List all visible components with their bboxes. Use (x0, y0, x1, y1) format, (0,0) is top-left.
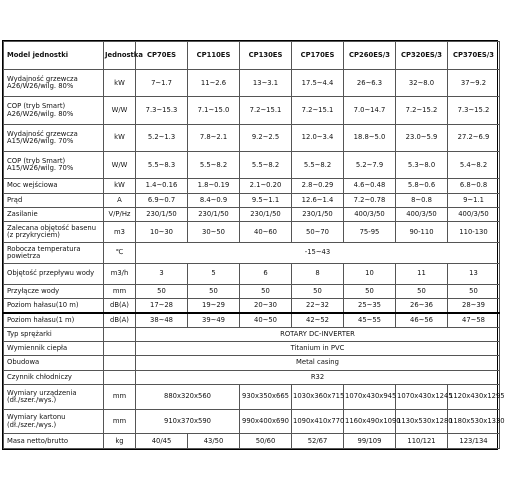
value-cell: 230/1/50 (292, 208, 344, 222)
spec-row (4, 193, 500, 207)
value-cell: 22~32 (292, 299, 344, 313)
value-cell: 30~50 (188, 222, 240, 243)
row-label: Wydajność grzewcza A26/W26/wilg. 80% (4, 70, 104, 97)
value-cell: 230/1/50 (240, 208, 292, 222)
value-cell: 400/3/50 (448, 208, 500, 222)
value-cell: 110-130 (448, 222, 500, 243)
model-col-header: CP110ES (188, 42, 240, 70)
value-cell: 75-95 (344, 222, 396, 243)
row-unit: mm (104, 384, 136, 409)
row-label: Zasilanie (4, 208, 104, 222)
row-label: Objętość przepływu wody (4, 263, 104, 284)
value-cell: 50~70 (292, 222, 344, 243)
spec-row (4, 179, 500, 193)
value-cell: 5.5~8.2 (188, 152, 240, 179)
row-label: Poziom hałasu(1 m) (4, 313, 104, 327)
value-cell: 400/3/50 (344, 208, 396, 222)
value-cell: 1120x430x1295 (448, 384, 500, 409)
value-cell: 12.6~1.4 (292, 193, 344, 207)
row-unit: m3/h (104, 263, 136, 284)
row-unit: W/W (104, 97, 136, 124)
row-label: Wydajność grzewcza A15/W26/wilg. 70% (4, 124, 104, 151)
value-cell: 40~50 (240, 313, 292, 327)
row-label: Wymiary urządzenia (dł./szer./wys.) (4, 384, 104, 409)
value-cell: 3 (136, 263, 188, 284)
row-unit: kW (104, 124, 136, 151)
value-cell: 9.5~1.1 (240, 193, 292, 207)
value-cell: 50 (344, 284, 396, 298)
spec-row (4, 409, 500, 434)
value-cell: 10~30 (136, 222, 188, 243)
spec-table (3, 41, 505, 449)
value-cell: 13~3.1 (240, 70, 292, 97)
row-unit (104, 327, 136, 341)
spec-row (4, 434, 500, 449)
value-cell: 19~29 (188, 299, 240, 313)
value-cell: 50 (240, 284, 292, 298)
value-cell: 8 (292, 263, 344, 284)
value-cell: 7.2~15.2 (396, 97, 448, 124)
value-cell: 230/1/50 (188, 208, 240, 222)
value-cell: 27.2~6.9 (448, 124, 500, 151)
value-cell: 930x350x665 (240, 384, 292, 409)
value-cell: 40~60 (240, 222, 292, 243)
value-cell: 4.6~0.48 (344, 179, 396, 193)
value-cell: 28~39 (448, 299, 500, 313)
value-cell: 50 (396, 284, 448, 298)
row-unit: dB(A) (104, 299, 136, 313)
value-cell: 1130x530x1280 (396, 409, 448, 434)
value-cell: 99/109 (344, 434, 396, 449)
spec-row (4, 299, 500, 313)
row-label: Wymiary kartonu (dł./szer./wys.) (4, 409, 104, 434)
row-label: Robocza temperatura powietrza (4, 243, 104, 264)
row-label: Wymiennik ciepła (4, 342, 104, 356)
model-col-header: CP320ES/3 (396, 42, 448, 70)
value-cell: 1070x430x945 (344, 384, 396, 409)
value-cell: 5.2~7.9 (344, 152, 396, 179)
spec-table-frame (2, 40, 505, 450)
row-unit: kW (104, 179, 136, 193)
value-cell: 8.4~0.9 (188, 193, 240, 207)
value-cell: 23.0~5.9 (396, 124, 448, 151)
row-unit: kW (104, 70, 136, 97)
row-label: Moc wejściowa (4, 179, 104, 193)
value-cell: 6 (240, 263, 292, 284)
spec-row (4, 70, 500, 97)
value-cell: 7.3~15.2 (448, 97, 500, 124)
value-cell: 7.2~15.1 (240, 97, 292, 124)
value-cell: 400/3/50 (396, 208, 448, 222)
value-cell: 5.4~8.2 (448, 152, 500, 179)
row-unit: A (104, 193, 136, 207)
model-col-header: CP130ES (240, 42, 292, 70)
value-cell: 5.2~1.3 (136, 124, 188, 151)
value-cell: 50 (448, 284, 500, 298)
value-cell: 50 (188, 284, 240, 298)
value-cell: 11 (396, 263, 448, 284)
row-unit: m3 (104, 222, 136, 243)
value-cell: 123/134 (448, 434, 500, 449)
value-cell: 110/121 (396, 434, 448, 449)
value-cell: 52/67 (292, 434, 344, 449)
value-cell: 7.0~14.7 (344, 97, 396, 124)
row-label: Prąd (4, 193, 104, 207)
spec-row (4, 370, 500, 384)
value-cell: 46~56 (396, 313, 448, 327)
row-label: Poziom hałasu(10 m) (4, 299, 104, 313)
row-label: Przyłącze wody (4, 284, 104, 298)
value-cell: 7.1~15.0 (188, 97, 240, 124)
value-cell: 5.8~0.6 (396, 179, 448, 193)
model-col-header: CP70ES (136, 42, 188, 70)
value-cell: 25~35 (344, 299, 396, 313)
value-cell: 13 (448, 263, 500, 284)
merged-value: Metal casing (136, 356, 500, 370)
spec-row (4, 243, 500, 264)
value-cell: 880x320x560 (136, 384, 240, 409)
model-col-header: CP370ES/3 (448, 42, 500, 70)
row-label: Masa netto/brutto (4, 434, 104, 449)
row-unit: V/P/Hz (104, 208, 136, 222)
value-cell: 5.5~8.3 (136, 152, 188, 179)
row-unit (104, 356, 136, 370)
spec-row (4, 327, 500, 341)
value-cell: 39~49 (188, 313, 240, 327)
model-col-header: CP170ES (292, 42, 344, 70)
value-cell: 7.2~0.78 (344, 193, 396, 207)
spec-row (4, 356, 500, 370)
value-cell: 8~0.8 (396, 193, 448, 207)
value-cell: 20~30 (240, 299, 292, 313)
value-cell: 7.2~15.1 (292, 97, 344, 124)
value-cell: 42~52 (292, 313, 344, 327)
value-cell: 38~48 (136, 313, 188, 327)
value-cell: 50 (292, 284, 344, 298)
model-header: Model jednostki (4, 42, 104, 70)
value-cell: 12.0~3.4 (292, 124, 344, 151)
row-label: COP (tryb Smart) A26/W26/wilg. 80% (4, 97, 104, 124)
value-cell: 1090x410x770 (292, 409, 344, 434)
value-cell: 5 (188, 263, 240, 284)
merged-value: Titanium in PVC (136, 342, 500, 356)
row-label: Czynnik chłodniczy (4, 370, 104, 384)
spec-row (4, 208, 500, 222)
value-cell: 90-110 (396, 222, 448, 243)
value-cell: 40/45 (136, 434, 188, 449)
value-cell: 47~58 (448, 313, 500, 327)
value-cell: 45~55 (344, 313, 396, 327)
row-unit: ℃ (104, 243, 136, 264)
value-cell: 1.4~0.16 (136, 179, 188, 193)
value-cell: 230/1/50 (136, 208, 188, 222)
row-unit (104, 370, 136, 384)
value-cell: 11~2.6 (188, 70, 240, 97)
row-label: Typ sprężarki (4, 327, 104, 341)
row-unit: kg (104, 434, 136, 449)
row-unit: mm (104, 409, 136, 434)
value-cell: 43/50 (188, 434, 240, 449)
row-label: COP (tryb Smart) A15/W26/wilg. 70% (4, 152, 104, 179)
value-cell: 5.3~8.0 (396, 152, 448, 179)
value-cell: 26~6.3 (344, 70, 396, 97)
merged-value: ROTARY DC-INVERTER (136, 327, 500, 341)
spec-row (4, 152, 500, 179)
row-unit (104, 342, 136, 356)
value-cell: 7~1.7 (136, 70, 188, 97)
value-cell: 1180x530x1330 (448, 409, 500, 434)
value-cell: 32~8.0 (396, 70, 448, 97)
spec-row (4, 222, 500, 243)
value-cell: 1030x360x715 (292, 384, 344, 409)
row-unit: W/W (104, 152, 136, 179)
merged-value: -15~43 (136, 243, 500, 264)
value-cell: 5.5~8.2 (292, 152, 344, 179)
spec-row (4, 342, 500, 356)
spec-row (4, 284, 500, 298)
row-label: Obudowa (4, 356, 104, 370)
merged-value: R32 (136, 370, 500, 384)
value-cell: 1070x430x1245 (396, 384, 448, 409)
row-label: Zalecana objętość basenu (z przykryciem) (4, 222, 104, 243)
spec-row (4, 97, 500, 124)
spec-table-body (4, 70, 505, 449)
value-cell: 10 (344, 263, 396, 284)
value-cell: 50/60 (240, 434, 292, 449)
spec-row (4, 263, 500, 284)
value-cell: 6.8~0.8 (448, 179, 500, 193)
value-cell: 1.8~0.19 (188, 179, 240, 193)
value-cell: 2.1~0.20 (240, 179, 292, 193)
spec-row (4, 384, 500, 409)
row-unit: mm (104, 284, 136, 298)
unit-header: Jednostka (104, 42, 136, 70)
value-cell: 9~1.1 (448, 193, 500, 207)
value-cell: 1160x490x1090 (344, 409, 396, 434)
value-cell: 26~36 (396, 299, 448, 313)
value-cell: 37~9.2 (448, 70, 500, 97)
spec-row (4, 124, 500, 151)
value-cell: 17~28 (136, 299, 188, 313)
value-cell: 7.8~2.1 (188, 124, 240, 151)
value-cell: 990x400x690 (240, 409, 292, 434)
value-cell: 2.8~0.29 (292, 179, 344, 193)
spec-row (4, 313, 500, 327)
value-cell: 17.5~4.4 (292, 70, 344, 97)
value-cell: 910x370x590 (136, 409, 240, 434)
value-cell: 6.9~0.7 (136, 193, 188, 207)
value-cell: 9.2~2.5 (240, 124, 292, 151)
value-cell: 7.3~15.3 (136, 97, 188, 124)
value-cell: 50 (136, 284, 188, 298)
value-cell: 5.5~8.2 (240, 152, 292, 179)
model-col-header: CP260ES/3 (344, 42, 396, 70)
value-cell: 18.8~5.0 (344, 124, 396, 151)
header-row (4, 42, 500, 70)
row-unit: dB(A) (104, 313, 136, 327)
